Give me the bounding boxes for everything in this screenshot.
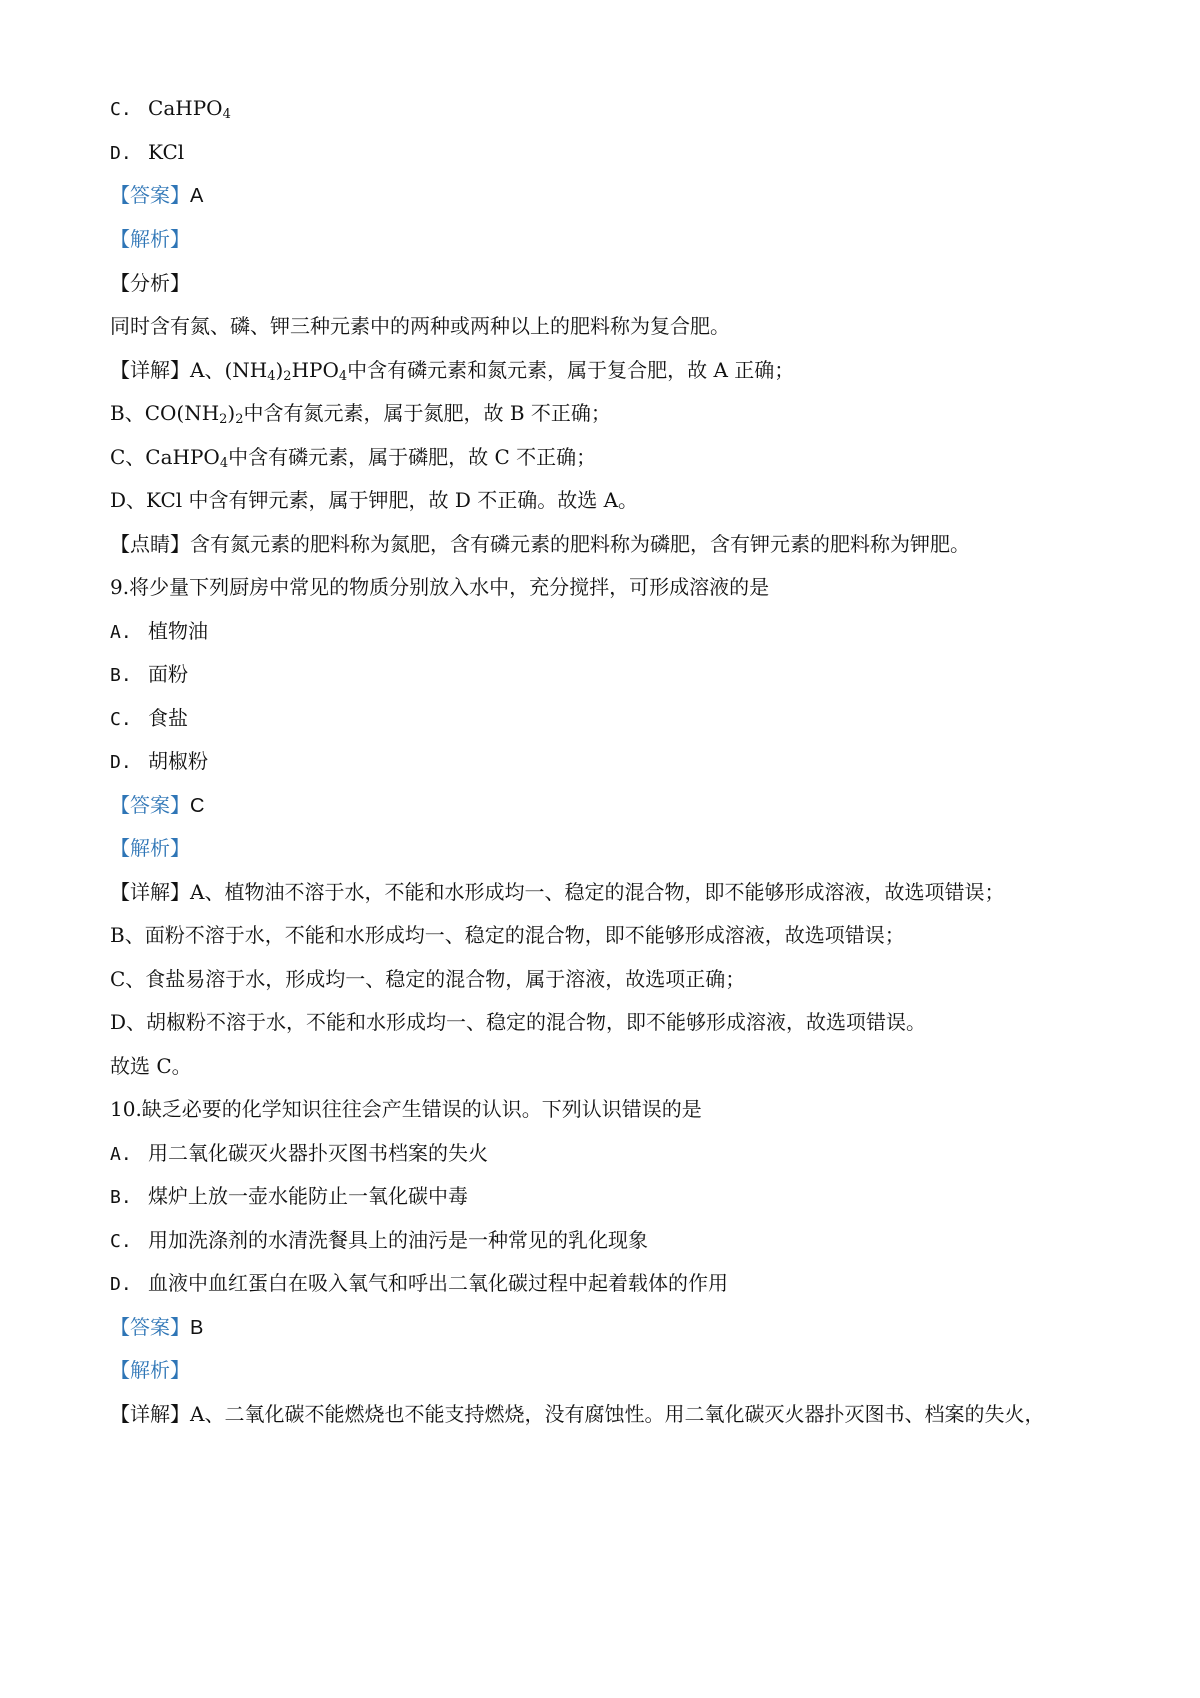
q8-fenxi-text: 同时含有氮、磷、钾三种元素中的两种或两种以上的肥料称为复合肥。 <box>110 314 730 338</box>
q9-option-c <box>110 705 188 733</box>
option-text: 胡椒粉 <box>148 749 209 773</box>
answer-value: A <box>190 185 204 207</box>
q8-dianjing <box>110 531 970 557</box>
option-letter: A. <box>110 622 132 643</box>
q9-answer <box>110 792 204 819</box>
option-letter: B. <box>110 1187 132 1208</box>
option-text: 血液中血红蛋白在吸入氧气和呼出二氧化碳过程中起着载体的作用 <box>148 1271 729 1295</box>
q8-option-d <box>110 139 184 167</box>
answer-value: B <box>190 1317 204 1339</box>
q8-jiexi-tag: 【解析】 <box>110 227 190 251</box>
q9-detail-line-2: B、面粉不溶于水，不能和水形成均一、稳定的混合物，即不能够形成溶液，故选项错误； <box>110 923 905 947</box>
option-letter: D. <box>110 752 132 773</box>
answer-tag: 【答案】 <box>110 793 190 817</box>
option-text: 食盐 <box>148 706 189 730</box>
q9-detail-line-5: 故选 C。 <box>110 1054 192 1078</box>
q10-detail-line-1: 【详解】A、二氧化碳不能燃烧也不能支持燃烧，没有腐蚀性。用二氧化碳灭火器扑灭图书、档案的失火， <box>110 1402 1045 1426</box>
q9-option-b <box>110 661 188 689</box>
q10-option-d <box>110 1270 728 1298</box>
q10-option-c <box>110 1227 648 1255</box>
q9-question: 9.将少量下列厨房中常见的物质分别放入水中，充分搅拌，可形成溶液的是 <box>110 575 770 599</box>
q9-detail-line-3: C、食盐易溶于水，形成均一、稳定的混合物，属于溶液，故选项正确； <box>110 967 746 991</box>
detail-tag: 【详解】 <box>110 1402 190 1426</box>
detail-tag: 【详解】 <box>110 880 190 904</box>
option-letter: D. <box>110 143 132 164</box>
q8-answer <box>110 182 203 209</box>
q9-option-a <box>110 618 208 646</box>
q8-detail-line-4: D、KCl 中含有钾元素，属于钾肥，故 D 不正确。故选 A。 <box>110 488 639 512</box>
option-text: 用加洗涤剂的水清洗餐具上的油污是一种常见的乳化现象 <box>148 1228 649 1252</box>
option-letter: C. <box>110 709 132 730</box>
option-letter: A. <box>110 1144 132 1165</box>
option-text: 用二氧化碳灭火器扑灭图书档案的失火 <box>148 1141 489 1165</box>
option-letter: C. <box>110 1231 132 1252</box>
answer-value: C <box>190 795 205 817</box>
q9-jiexi-tag: 【解析】 <box>110 836 190 860</box>
detail-tag: 【详解】 <box>110 358 190 382</box>
option-text: 植物油 <box>148 619 209 643</box>
q8-detail-line-3: C、CaHPO$_4$中含有磷元素，属于磷肥，故 C 不正确； <box>110 445 597 471</box>
q9-detail-line-1: 【详解】A、植物油不溶于水，不能和水形成均一、稳定的混合物，即不能够形成溶液，故选项错误； <box>110 880 1005 904</box>
q10-option-a <box>110 1140 488 1168</box>
q9-option-d <box>110 748 208 776</box>
q8-option-c <box>110 95 231 123</box>
q10-jiexi-tag: 【解析】 <box>110 1358 190 1382</box>
q9-detail-line-4: D、胡椒粉不溶于水，不能和水形成均一、稳定的混合物，即不能够形成溶液，故选项错误。 <box>110 1010 927 1034</box>
q8-detail-line-1: 【详解】A、$(NH_4)_2HPO_4$中含有磷元素和氮元素，属于复合肥，故 A 正确； <box>110 358 795 384</box>
option-letter: B. <box>110 665 132 686</box>
dianjing-tag: 【点睛】 <box>110 532 190 556</box>
q10-question: 10.缺乏必要的化学知识往往会产生错误的认识。下列认识错误的是 <box>110 1097 702 1121</box>
option-letter: D. <box>110 1274 132 1295</box>
option-text: KCl <box>148 140 185 164</box>
option-letter: C. <box>110 99 132 120</box>
q8-detail-line-2: B、$CO(NH_2)_2$中含有氮元素，属于氮肥，故 B 不正确； <box>110 401 611 427</box>
answer-tag: 【答案】 <box>110 1315 190 1339</box>
q8-fenxi-tag: 【分析】 <box>110 271 190 295</box>
option-text: 煤炉上放一壶水能防止一氧化碳中毒 <box>148 1184 469 1208</box>
dianjing-text: 含有氮元素的肥料称为氮肥，含有磷元素的肥料称为磷肥，含有钾元素的肥料称为钾肥。 <box>190 532 970 556</box>
option-text: CaHPO$_4$ <box>148 96 231 122</box>
option-text: 面粉 <box>148 662 189 686</box>
q10-option-b <box>110 1183 468 1211</box>
q10-answer <box>110 1314 203 1341</box>
answer-tag: 【答案】 <box>110 183 190 207</box>
